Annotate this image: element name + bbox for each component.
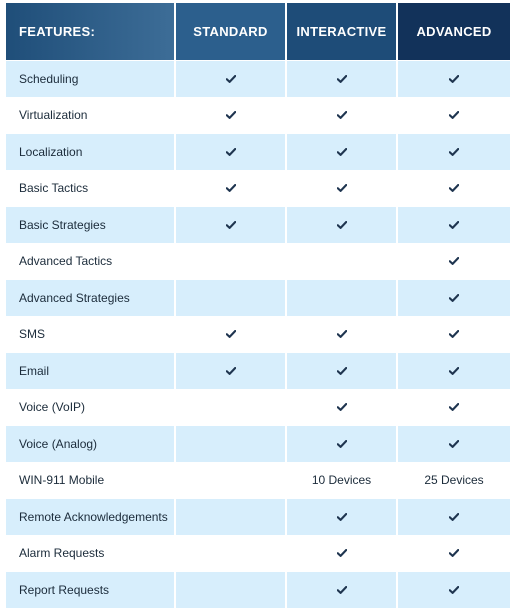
checkmark-icon [337,549,347,557]
standard-cell [176,499,287,535]
checkmark-icon [337,440,347,448]
feature-label: Virtualization [6,98,176,134]
feature-label: Report Requests [6,572,176,608]
checkmark-icon [449,513,459,521]
interactive-cell [287,572,398,608]
interactive-cell [287,353,398,389]
advanced-cell [398,353,510,389]
standard-cell [176,207,287,243]
table-row [6,243,510,280]
feature-label: Basic Strategies [6,207,176,243]
feature-label: Localization [6,134,176,170]
table-body [6,60,510,608]
checkmark-icon [449,184,459,192]
interactive-cell: 10 Devices [287,463,398,499]
checkmark-icon [337,330,347,338]
standard-cell [176,426,287,462]
table-row [6,60,510,97]
advanced-cell [398,499,510,535]
feature-label: Remote Acknowledgements [6,499,176,535]
checkmark-icon [449,403,459,411]
table-header [6,3,510,60]
checkmark-icon [449,367,459,375]
checkmark-icon [337,221,347,229]
feature-label: Alarm Requests [6,536,176,572]
checkmark-icon [449,549,459,557]
standard-cell [176,61,287,97]
checkmark-icon [226,111,236,119]
interactive-cell [287,134,398,170]
interactive-cell [287,499,398,535]
standard-cell [176,98,287,134]
checkmark-icon [337,148,347,156]
standard-cell [176,536,287,572]
advanced-cell [398,171,510,207]
feature-label: Voice (Analog) [6,426,176,462]
advanced-cell [398,134,510,170]
header-features: FEATURES: [6,3,176,60]
checkmark-icon [337,75,347,83]
interactive-cell [287,390,398,426]
advanced-cell [398,61,510,97]
features-comparison-table [6,3,510,608]
advanced-cell [398,572,510,608]
advanced-cell [398,390,510,426]
header-interactive: INTERACTIVE [287,3,398,60]
standard-cell [176,134,287,170]
table-row [6,133,510,170]
checkmark-icon [337,111,347,119]
feature-label: Email [6,353,176,389]
standard-cell [176,244,287,280]
advanced-cell [398,426,510,462]
checkmark-icon [449,111,459,119]
checkmark-icon [449,440,459,448]
checkmark-icon [449,330,459,338]
interactive-cell [287,98,398,134]
advanced-cell [398,317,510,353]
interactive-cell [287,280,398,316]
checkmark-icon [226,330,236,338]
feature-label: Advanced Strategies [6,280,176,316]
table-row [6,535,510,572]
table-row [6,425,510,462]
standard-cell [176,171,287,207]
standard-cell [176,390,287,426]
table-row [6,462,510,499]
standard-cell [176,572,287,608]
checkmark-icon [337,367,347,375]
table-row [6,389,510,426]
interactive-cell [287,171,398,207]
feature-label: Scheduling [6,61,176,97]
checkmark-icon [337,586,347,594]
feature-label: Voice (VoIP) [6,390,176,426]
advanced-cell [398,536,510,572]
checkmark-icon [449,75,459,83]
advanced-cell [398,207,510,243]
checkmark-icon [226,75,236,83]
table-row [6,97,510,134]
feature-label: SMS [6,317,176,353]
checkmark-icon [226,148,236,156]
standard-cell [176,280,287,316]
checkmark-icon [337,184,347,192]
interactive-cell [287,536,398,572]
feature-label: Advanced Tactics [6,244,176,280]
table-row [6,498,510,535]
advanced-cell [398,98,510,134]
checkmark-icon [449,586,459,594]
checkmark-icon [226,221,236,229]
checkmark-icon [337,513,347,521]
table-row [6,316,510,353]
checkmark-icon [449,221,459,229]
table-row [6,279,510,316]
checkmark-icon [449,148,459,156]
table-row [6,206,510,243]
table-row [6,571,510,608]
feature-label: Basic Tactics [6,171,176,207]
advanced-cell [398,244,510,280]
header-standard: STANDARD [176,3,287,60]
interactive-cell [287,61,398,97]
interactive-cell [287,207,398,243]
checkmark-icon [337,403,347,411]
checkmark-icon [226,367,236,375]
standard-cell [176,463,287,499]
advanced-cell [398,280,510,316]
checkmark-icon [449,257,459,265]
header-advanced: ADVANCED [398,3,510,60]
table-row [6,170,510,207]
standard-cell [176,317,287,353]
feature-label: WIN-911 Mobile [6,463,176,499]
standard-cell [176,353,287,389]
checkmark-icon [449,294,459,302]
interactive-cell [287,426,398,462]
interactive-cell [287,317,398,353]
checkmark-icon [226,184,236,192]
advanced-cell: 25 Devices [424,473,484,488]
table-row [6,352,510,389]
interactive-cell [287,244,398,280]
